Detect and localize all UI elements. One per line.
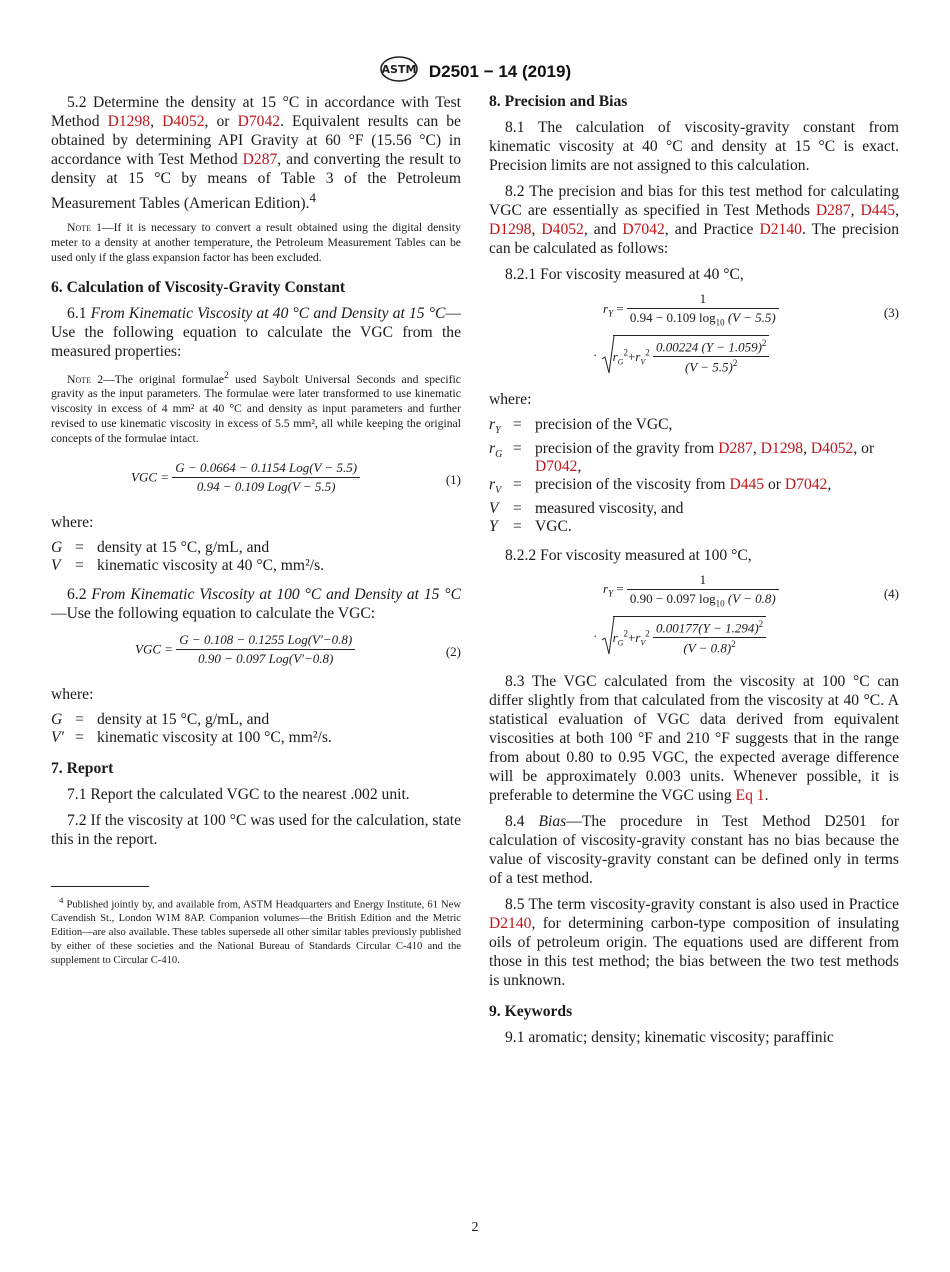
ref-link[interactable]: D1298 — [760, 439, 804, 457]
paragraph-7-1: 7.1 Report the calculated VGC to the nearest .002 unit. — [67, 785, 410, 803]
ref-link[interactable]: D287 — [815, 202, 851, 219]
section-6-heading: 6. Calculation of Viscosity-Gravity Constant — [51, 278, 346, 296]
ref-link[interactable]: D2140 — [759, 221, 802, 238]
right-column — [489, 93, 899, 1054]
page-header — [0, 56, 950, 87]
ref-link[interactable]: D7042 — [535, 457, 578, 475]
paragraph-6-2: 6.2 From Kinematic Viscosity at 100 °C and Density at 15 °C—Use the following equation to calculate the VGC: — [51, 586, 461, 623]
paragraph-8-2-2: 8.2.2 For viscosity measured at 100 °C, — [505, 546, 752, 564]
equation-number: (3) — [883, 305, 899, 320]
where-label: where: — [51, 686, 94, 704]
paragraph-5-2: 5.2 Determine the density at 15 °C in accordance with Test Method D1298, D4052, or D7042. Equivalent results can be obtained by determining API Gravity at 60 °F (15.56 °C) in accordance with Test Method D287, and converting the result to density at 15 °C by means of Table 3 of the Petroleum Measurement Tables (American Edition).$^4$ — [51, 94, 461, 213]
left-column — [51, 93, 461, 968]
equation-number: (1) — [445, 472, 461, 488]
definitions-list — [51, 711, 332, 747]
standard-designation: D2501 − 14 (2019) — [428, 61, 572, 81]
ref-link[interactable]: D1298 — [107, 113, 151, 130]
sqrt-expression: · $r_G^2+r_V^2$ $\frac{0.00224 (Y - 1.059)^2}{(V - 5.5)^2}$ — [593, 335, 769, 376]
where-label: where: — [489, 391, 532, 408]
note-1: Note 1—If it is necessary to convert a result obtained using the digital density meter to a density at another temperature, the Petroleum Measurement Tables can be used only if the glass expansion factor has been excluded. — [51, 221, 461, 264]
definition-row: $r_G$ = precision of the gravity from D287, D1298, D4052, or D7042, — [489, 439, 875, 475]
ref-link[interactable]: D4052 — [541, 221, 584, 238]
definitions-list — [489, 416, 899, 536]
footnote-marker: 4 — [309, 190, 316, 205]
paragraph-8-2-1: 8.2.1 For viscosity measured at 40 °C, — [505, 266, 744, 283]
sqrt-expression: · $r_G^2+r_V^2$ $\frac{0.00177(Y - 1.294)^2}{(V - 0.8)^2}$ — [593, 616, 766, 657]
svg-text:ASTM: ASTM — [381, 63, 417, 76]
page-number: 2 — [471, 1220, 479, 1235]
ref-link[interactable]: D1298 — [489, 221, 532, 238]
paragraph-8-1: 8.1 The calculation of viscosity-gravity constant from kinematic viscosity at 40 °C and density at 15 °C is exact. Precision limits are not assigned to this calculation. — [489, 119, 899, 174]
paragraph-8-4: 8.4 Bias—The procedure in Test Method D2501 for calculation of viscosity-gravity constant has no bias because the value of viscosity-gravity constant can be defined only in terms of a test method. — [489, 812, 900, 887]
ref-link[interactable]: D445 — [729, 475, 765, 493]
equation-number: (2) — [445, 644, 461, 660]
ref-link[interactable]: D4052 — [810, 439, 854, 457]
footnote-divider — [51, 886, 149, 887]
note-2: Note 2—The original formulae$^2$ used Saybolt Universal Seconds and specific gravity as the input parameters. The formulae were later transformed to use kinematic viscosity in excess of 4 mm² at 40 °C and density as input parameters and further revised to use kinematic viscosity in excess of 5.5 mm², all while keeping the original concepts of the formulae intact. — [51, 369, 461, 445]
ref-link[interactable]: D4052 — [162, 113, 205, 130]
definitions-list — [51, 539, 324, 575]
equation-link[interactable]: Eq 1 — [735, 786, 765, 804]
definition-row: $r_V$ = precision of the viscosity from D445 or D7042, — [489, 475, 832, 496]
section-8-heading: 8. Precision and Bias — [489, 93, 628, 110]
definition-row: $r_Y$ = precision of the VGC, — [489, 415, 673, 436]
definition-row: V = measured viscosity, and — [489, 499, 684, 517]
ref-link[interactable]: D287 — [242, 151, 278, 168]
equation-number: (4) — [883, 585, 899, 601]
paragraph-8-3: 8.3 The VGC calculated from the viscosity at 100 °C can differ slightly from that calculated from the viscosity at 40 °C. A statistical evaluation of VGC data derived from equivalent viscosities at both 100 °F and 210 °F suggests that in the range from about 0.80 to 0.95 VGC, the expected average difference will be approximately 0.003 units. Whenever possible, it is preferable to determine the VGC using Eq 1. — [489, 672, 899, 804]
equation-3: $r_Y$ = $\frac{1}{0.94 - 0.109 \log_{10} (V - 5.5)}$ (3) · $r_G^2+r_V^2$ $\frac{0.00224 (Y - 1.059)^2}{(V - 5.5)^2}$ — [593, 291, 899, 375]
definition-row: V = kinematic viscosity at 40 °C, mm²/s. — [51, 557, 325, 575]
equation-4: $r_Y$ = $\frac{1}{0.90 - 0.097 \log_{10} (V - 0.8)}$ (4) · $r_G^2+r_V^2$ $\frac{0.00177(Y - 1.294)^2}{(V - 0.8)^2}$ — [593, 571, 899, 656]
ref-link[interactable]: D445 — [860, 202, 896, 219]
where-label: where: — [51, 514, 94, 532]
paragraph-7-2: 7.2 If the viscosity at 100 °C was used for the calculation, state this in the report. — [51, 811, 461, 848]
paragraph-8-2: 8.2 The precision and bias for this test method for calculating VGC are essentially as specified in Test Methods D287, D445, D1298, D4052, and D7042, and Practice D2140. The precision can be calculated as follows: — [489, 183, 900, 257]
definition-row: Y = VGC. — [489, 517, 572, 535]
section-9-heading: 9. Keywords — [489, 1002, 573, 1020]
ref-link[interactable]: D7042 — [237, 113, 281, 130]
paragraph-8-5: 8.5 The term viscosity-gravity constant is also used in Practice D2140, for determining carbon-type composition of insulating oils of petroleum origin. The equations used are different from those in this test method; the bias between the two test methods is unknown. — [489, 895, 899, 989]
section-7-heading: 7. Report — [51, 759, 114, 777]
equation-1: VGC = $\frac{\text{G − 0.0664 − 0.1154 Log(V − 5.5)}}{\text{0.94 − 0.109 Log(V − 5.5)}}$ (1) — [131, 460, 461, 495]
paragraph-9-1: 9.1 aromatic; density; kinematic viscosity; paraffinic — [505, 1028, 834, 1046]
ref-link[interactable]: D2140 — [489, 914, 532, 932]
paragraph-6-1: 6.1 From Kinematic Viscosity at 40 °C and Density at 15 °C—Use the following equation to calculate the VGC from the measured properties: — [51, 304, 462, 360]
definition-row: G = density at 15 °C, g/mL, and — [51, 539, 270, 557]
ref-link[interactable]: D7042 — [784, 475, 828, 493]
ref-link[interactable]: D7042 — [622, 221, 665, 238]
ref-link[interactable]: D287 — [718, 439, 753, 457]
definition-row: V′ = kinematic viscosity at 100 °C, mm²/s. — [51, 728, 332, 746]
definition-row: G = density at 15 °C, g/mL, and — [51, 710, 270, 728]
footnote-4: $^4$ Published jointly by, and available from, ASTM Headquarters and Energy Institute, 61 New Cavendish St., London W1M 8AP. Companion volumes—the British Edition and the Metric Edition—are also available. These tables supersede all other similar tables previously published by either of these societies and the National Bureau of Standards Circular C-410 and the supplement to Circular C-410. — [51, 894, 461, 967]
astm-logo — [379, 56, 419, 87]
equation-2: VGC = $\frac{\text{G − 0.108 − 0.1255 Log(V′−0.8)}}{\text{0.90 − 0.097 Log(V′−0.8)}}$ (2) — [135, 632, 461, 667]
